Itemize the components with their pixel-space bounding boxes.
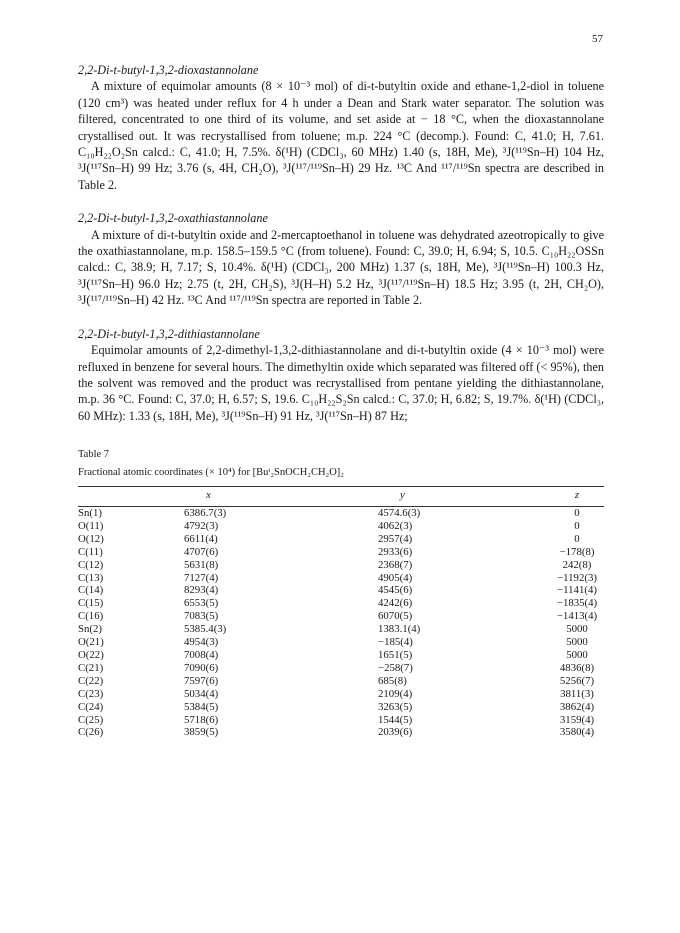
atom-cell: C(24) [78, 700, 104, 713]
table-row [78, 572, 604, 585]
header-z: z [550, 487, 604, 507]
page-content [78, 62, 604, 739]
section-body: Equimolar amounts of 2,2-dimethyl-1,3,2-dithiastannolane and di-t-butyltin oxide (4 × 10⁻³ mol) were refluxed in benzene for several hours. The dimethyltin oxide which separated was filtered off (< 95%), then the solvent was removed and the product was recrystallised from pentane yielding the dithiastannolane, m.p. 36 °C. Found: C, 37.0; H, 6.57; S, 19.6. C₁₀H₂₂S₂Sn calcd.: C, 37.0; H, 6.82; S, 19.7%. δ(¹H) (CDCl₃, 60 MHz): 1.33 (s, 18H, Me), ³J(¹¹⁹Sn–H) 91 Hz, ³J(¹¹⁷Sn–H) 87 Hz; [78, 343, 604, 423]
z-cell: 0 [574, 507, 580, 520]
table-title: Fractional atomic coordinates (× 10⁴) for [Buᵗ₂SnOCH₂CH₂O]₂ [78, 467, 344, 479]
x-cell: 7083(5) [184, 610, 219, 623]
y-cell: 4574.6(3) [378, 507, 421, 520]
table-row [78, 533, 604, 546]
y-cell: 4545(6) [378, 584, 413, 597]
section-oxathiastannolane [78, 210, 604, 308]
y-cell: 1383.1(4) [378, 623, 421, 636]
z-cell: −178(8) [559, 545, 595, 558]
x-cell: 5718(6) [184, 713, 219, 726]
x-cell: 6553(5) [184, 597, 219, 610]
section-body: A mixture of equimolar amounts (8 × 10⁻³ mol) of di-t-butyltin oxide and ethane-1,2-diol in toluene (120 cm³) was heated under reflux for 4 h under a Dean and Stark water separator. The solution was filtered, concentrated to one third of its volume, and set aside at − 18 °C, when the dioxastannolane crystallised out. It was recrystallised from toluene; m.p. 224 °C (decomp.). Found: C, 41.0; H, 7.61. C₁₀H₂₂O₂Sn calcd.: C, 41.0; H, 7.5%. δ(¹H) (CDCl₃, 60 MHz) 1.40 (s, 18H, Me), ³J(¹¹⁹Sn–H) 104 Hz, ³J(¹¹⁷Sn–H) 99 Hz; 3.76 (s, 4H, CH₂O), ³J(¹¹⁷/¹¹⁹Sn–H) 29 Hz. ¹³C And ¹¹⁷/¹¹⁹Sn spectra are described in Table 2. [78, 79, 604, 192]
y-cell: 4062(3) [378, 519, 413, 532]
z-cell: −1141(4) [557, 584, 597, 597]
x-cell: 5034(4) [184, 687, 219, 700]
atom-cell: C(26) [78, 726, 104, 739]
z-cell: 5000 [566, 636, 588, 649]
y-cell: 685(8) [378, 674, 407, 687]
x-cell: 6386.7(3) [184, 507, 227, 520]
table-row [78, 597, 604, 610]
z-cell: 4836(8) [559, 661, 595, 674]
atom-cell: O(12) [78, 532, 104, 545]
header-y: y [356, 487, 550, 507]
atom-cell: C(11) [78, 545, 103, 558]
atom-cell: C(23) [78, 687, 104, 700]
atom-cell: C(14) [78, 584, 104, 597]
atom-cell: C(16) [78, 610, 104, 623]
table-row [78, 559, 604, 572]
table-header-row [78, 487, 604, 507]
z-cell: 5000 [566, 649, 588, 661]
z-cell: 3862(4) [559, 700, 595, 713]
z-cell: 3159(4) [559, 713, 595, 726]
table-row [78, 636, 604, 649]
header-x: x [170, 487, 356, 507]
z-cell: 5256(7) [559, 674, 595, 687]
x-cell: 8293(4) [184, 584, 219, 597]
z-cell: 0 [574, 519, 580, 532]
z-cell: 0 [574, 532, 580, 545]
y-cell: 1544(5) [378, 713, 413, 726]
z-cell: 3580(4) [559, 726, 595, 739]
atom-cell: O(21) [78, 636, 104, 649]
atom-cell: C(21) [78, 661, 104, 674]
atom-cell: O(11) [78, 519, 104, 532]
atom-cell: C(22) [78, 674, 104, 687]
x-cell: 3859(5) [184, 726, 219, 739]
section-title: 2,2-Di-t-butyl-1,3,2-dioxastannolane [78, 63, 259, 77]
z-cell: 242(8) [562, 558, 592, 571]
page-number: 57 [592, 33, 603, 45]
y-cell: −258(7) [378, 661, 413, 674]
x-cell: 5385.4(3) [184, 623, 227, 636]
x-cell: 7008(4) [184, 649, 219, 661]
atom-cell: Sn(1) [78, 507, 102, 520]
table-row [78, 662, 604, 675]
atom-cell: C(25) [78, 713, 104, 726]
table-row [78, 726, 604, 739]
table-row [78, 714, 604, 727]
y-cell: 2957(4) [378, 532, 413, 545]
x-cell: 5631(8) [184, 558, 219, 571]
z-cell: 5000 [566, 623, 588, 636]
table-row [78, 584, 604, 597]
x-cell: 4707(6) [184, 545, 219, 558]
section-body: A mixture of di-t-butyltin oxide and 2-mercaptoethanol in toluene was dehydrated azeotropically to give the oxathiastannolane, m.p. 158.5–159.5 °C (from toluene). Found: C, 39.0; H, 6.94; S, 10.5. C₁₀H₂₂OSSn calcd.: C, 38.9; H, 7.17; S, 10.4%. δ(¹H) (CDCl₃, 200 MHz) 1.37 (s, 18H, Me), ³J(¹¹⁹Sn–H) 100.3 Hz, ³J(¹¹⁷Sn–H) 96.0 Hz; 2.75 (t, 2H, CH₂S), ³J(H–H) 5.2 Hz, ³J(¹¹⁷/¹¹⁹Sn–H) 18.5 Hz; 3.95 (t, 2H, CH₂O), ³J(¹¹⁷/¹¹⁹Sn–H) 42 Hz. ¹³C And ¹¹⁷/¹¹⁹Sn spectra are reported in Table 2. [78, 227, 604, 308]
atom-cell: O(22) [78, 649, 104, 661]
header-atom [78, 487, 170, 507]
y-cell: 3263(5) [378, 700, 413, 713]
y-cell: 2368(7) [378, 558, 413, 571]
table-body [78, 507, 604, 740]
table-row [78, 649, 604, 662]
y-cell: −185(4) [378, 636, 413, 649]
atom-cell: Sn(2) [78, 623, 102, 636]
x-cell: 7597(6) [184, 674, 219, 687]
x-cell: 7127(4) [184, 571, 219, 584]
table-row [78, 520, 604, 533]
y-cell: 2933(6) [378, 545, 413, 558]
atom-cell: C(15) [78, 597, 104, 610]
section-title: 2,2-Di-t-butyl-1,3,2-oxathiastannolane [78, 211, 268, 226]
table-row [78, 507, 604, 520]
y-cell: 1651(5) [378, 649, 413, 661]
table-row [78, 623, 604, 636]
z-cell: −1413(4) [556, 610, 598, 623]
x-cell: 5384(5) [184, 700, 219, 713]
atom-cell: C(13) [78, 571, 104, 584]
table-row [78, 546, 604, 559]
table-row [78, 701, 604, 714]
y-cell: 6070(5) [378, 610, 413, 623]
z-cell: −1192(3) [557, 571, 597, 584]
y-cell: 4242(6) [378, 597, 413, 610]
table-row [78, 675, 604, 688]
table-row [78, 610, 604, 623]
section-dioxastannolane [78, 62, 604, 193]
atom-cell: C(12) [78, 558, 104, 571]
table-caption [78, 448, 604, 480]
y-cell: 2039(6) [378, 726, 413, 739]
section-title: 2,2-Di-t-butyl-1,3,2-dithiastannolane [78, 326, 260, 341]
table-label: Table 7 [78, 449, 110, 461]
x-cell: 4792(3) [184, 519, 219, 532]
section-dithiastannolane [78, 326, 604, 424]
z-cell: 3811(3) [560, 687, 594, 700]
x-cell: 4954(3) [184, 636, 219, 649]
x-cell: 6611(4) [184, 532, 218, 545]
y-cell: 4905(4) [378, 571, 413, 584]
table-row [78, 688, 604, 701]
z-cell: −1835(4) [556, 597, 598, 610]
coordinates-table [78, 486, 604, 739]
x-cell: 7090(6) [184, 661, 219, 674]
y-cell: 2109(4) [378, 687, 413, 700]
